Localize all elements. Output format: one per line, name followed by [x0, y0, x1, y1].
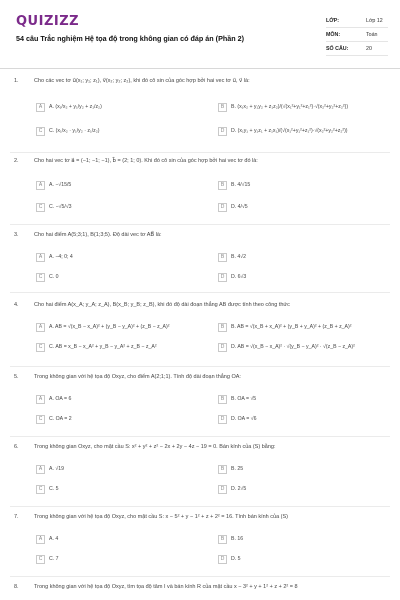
option-letter-box: A: [36, 395, 45, 404]
meta-value: 20: [366, 45, 372, 52]
option-text: B. 25: [231, 466, 244, 472]
question-item: [0, 78, 400, 150]
option-letter-box: A: [36, 103, 45, 112]
option-a[interactable]: [36, 102, 186, 112]
question-text: Cho hai điểm A(5;3;1), B(1;3;5). Độ dài vec tơ AB⃗ là:: [34, 232, 162, 238]
option-letter-box: B: [218, 395, 227, 404]
question-number: 8.: [14, 584, 19, 590]
question-number: 2.: [14, 158, 19, 164]
question-item: [0, 302, 400, 362]
option-c[interactable]: [36, 126, 186, 136]
question-text: Cho hai điểm A(x_A; y_A; z_A), B(x_B; y_B; z_B), khi đó độ dài đoạn thẳng AB được tính theo công thức: [34, 302, 290, 308]
option-letter-box: A: [36, 465, 45, 474]
option-b[interactable]: [218, 102, 368, 112]
option-text: A. −4; 0; 4: [49, 254, 73, 260]
option-c[interactable]: [36, 342, 186, 352]
option-letter-box: C: [36, 203, 45, 212]
option-letter-box: A: [36, 181, 45, 190]
option-letter-box: C: [36, 415, 45, 424]
option-b[interactable]: [218, 464, 368, 474]
option-letter-box: C: [36, 485, 45, 494]
option-text: D. 6√3: [231, 274, 247, 280]
question-item: [0, 514, 400, 572]
option-text: D. 2√5: [231, 486, 247, 492]
meta-value: Lớp 12: [366, 17, 383, 24]
option-letter-box: B: [218, 103, 227, 112]
question-item: [0, 232, 400, 290]
question-divider: [10, 292, 390, 293]
question-divider: [10, 576, 390, 577]
option-d[interactable]: [218, 126, 368, 136]
option-text: B. 16: [231, 536, 244, 542]
option-letter-box: D: [218, 485, 227, 494]
question-number: 5.: [14, 374, 19, 380]
option-text: C. AB = x_B − x_A² + y_B − y_A² + z_B − z_A²: [49, 344, 157, 350]
option-text: D. OA = √6: [231, 416, 257, 422]
option-d[interactable]: [218, 414, 368, 424]
question-text: Trong không gian với hệ tọa độ Oxyz, tìm tọa độ tâm I và bán kính R của mặt cầu x − 3² + y + 1² + z + 2² = 8: [34, 584, 298, 590]
option-letter-box: C: [36, 343, 45, 352]
question-text: Cho các vec tơ u⃗(x₁; y₁; z₁), v⃗(x₂; y₂; z₂), khi đó cô sin của góc hợp bởi hai vec tơ u⃗, v⃗ là:: [34, 78, 250, 84]
option-d[interactable]: [218, 342, 368, 352]
question-text: Trong không gian Oxyz, cho mặt cầu S: x² + y² + z² − 2x + 2y − 4z − 19 = 0. Bán kính của (S) bằng:: [34, 444, 276, 450]
question-divider: [10, 436, 390, 437]
meta-row-count: [326, 42, 388, 56]
question-text: Trong không gian với hệ tọa độ Oxyz, cho điểm A(2;1;1). Tính độ dài đoạn thẳng OA:: [34, 374, 241, 380]
option-a[interactable]: [36, 180, 186, 190]
option-c[interactable]: [36, 202, 186, 212]
question-divider: [10, 152, 390, 153]
question-item: [0, 444, 400, 502]
option-text: D. AB = √(x_B − x_A)² · √(y_B − y_A)² · √(z_B − z_A)²: [231, 344, 355, 350]
quiz-meta: [326, 14, 388, 56]
option-a[interactable]: [36, 322, 186, 332]
option-text: B. OA = √5: [231, 396, 257, 402]
option-text: A. (x₁/x₂ + y₁/y₂ + z₁/z₂): [49, 104, 102, 110]
option-text: B. (x₁x₂ + y₁y₂ + z₁z₂)/(√(x₁²+y₁²+z₁²)·√(x₂²+y₂²+z₂²)): [231, 104, 349, 110]
option-text: A. OA = 6: [49, 396, 72, 402]
option-d[interactable]: [218, 484, 368, 494]
question-number: 7.: [14, 514, 19, 520]
option-letter-box: A: [36, 253, 45, 262]
option-b[interactable]: [218, 252, 368, 262]
option-text: D. 4/√5: [231, 204, 248, 210]
option-text: C. (x₁/x₂ · y₁/y₂ · z₁/z₂): [49, 128, 100, 134]
option-letter-box: B: [218, 535, 227, 544]
option-text: A. AB = √(x_B − x_A)² + (y_B − y_A)² + (z_B − z_A)²: [49, 324, 170, 330]
option-b[interactable]: [218, 180, 368, 190]
question-divider: [10, 366, 390, 367]
option-text: C. 7: [49, 556, 59, 562]
option-letter-box: C: [36, 127, 45, 136]
quizizz-logo: QUIZIZZ: [16, 14, 80, 29]
option-c[interactable]: [36, 414, 186, 424]
option-d[interactable]: [218, 272, 368, 282]
option-letter-box: D: [218, 415, 227, 424]
option-a[interactable]: [36, 464, 186, 474]
option-a[interactable]: [36, 394, 186, 404]
option-text: A. √19: [49, 466, 64, 472]
option-text: A. 4: [49, 536, 59, 542]
meta-label: MÔN:: [326, 31, 341, 38]
option-b[interactable]: [218, 534, 368, 544]
option-letter-box: B: [218, 181, 227, 190]
meta-value: Toán: [366, 31, 378, 38]
option-b[interactable]: [218, 322, 368, 332]
option-text: C. OA = 2: [49, 416, 72, 422]
option-a[interactable]: [36, 534, 186, 544]
option-letter-box: C: [36, 273, 45, 282]
option-c[interactable]: [36, 484, 186, 494]
question-number: 3.: [14, 232, 19, 238]
option-text: D. 5: [231, 556, 241, 562]
page-header: [0, 0, 400, 70]
meta-label: LỚP:: [326, 17, 340, 24]
option-letter-box: D: [218, 343, 227, 352]
question-number: 1.: [14, 78, 19, 84]
option-letter-box: A: [36, 323, 45, 332]
question-divider: [10, 506, 390, 507]
option-text: C. 0: [49, 274, 59, 280]
question-text: Cho hai vec tơ a⃗ = (−1; −1; −1), b⃗ = (2; 1; 0). Khi đó cô sin của góc hợp bởi hai vec tơ đó là:: [34, 158, 258, 164]
option-letter-box: A: [36, 535, 45, 544]
option-text: B. 4√2: [231, 254, 246, 260]
question-item: [0, 584, 400, 598]
option-a[interactable]: [36, 252, 186, 262]
question-item: [0, 374, 400, 432]
page-title: 54 câu Trắc nghiệm Hệ tọa độ trong không gian có đáp án (Phần 2): [16, 34, 245, 43]
meta-label: SỐ CÂU:: [326, 45, 349, 52]
question-number: 6.: [14, 444, 19, 450]
header-divider: [0, 68, 400, 69]
option-text: C. −√5/√3: [49, 204, 72, 210]
option-b[interactable]: [218, 394, 368, 404]
option-text: A. −√15/5: [49, 182, 72, 188]
option-text: B. AB = √(x_B + x_A)² + (y_B + y_A)² + (z_B + z_A)²: [231, 324, 352, 330]
option-letter-box: C: [36, 555, 45, 564]
option-letter-box: D: [218, 555, 227, 564]
option-letter-box: D: [218, 273, 227, 282]
option-text: B. 4/√15: [231, 182, 251, 188]
option-letter-box: D: [218, 203, 227, 212]
question-number: 4.: [14, 302, 19, 308]
option-letter-box: B: [218, 465, 227, 474]
meta-row-class: [326, 14, 388, 28]
option-c[interactable]: [36, 272, 186, 282]
option-d[interactable]: [218, 554, 368, 564]
option-letter-box: B: [218, 253, 227, 262]
option-text: C. 5: [49, 486, 59, 492]
question-text: Trong không gian với hệ tọa độ Oxyz, cho mặt cầu S: x − 5² + y − 1² + z + 2² = 16. Tính bán kính của (S): [34, 514, 288, 520]
option-c[interactable]: [36, 554, 186, 564]
meta-row-subject: [326, 28, 388, 42]
question-divider: [10, 224, 390, 225]
option-letter-box: D: [218, 127, 227, 136]
option-d[interactable]: [218, 202, 368, 212]
option-letter-box: B: [218, 323, 227, 332]
option-text: D. (x₁y₁ + y₁z₁ + z₁x₁)/(√(x₁²+y₁²+z₁²)·√(x₂²+y₂²+z₂²)): [231, 128, 348, 134]
question-item: [0, 158, 400, 222]
